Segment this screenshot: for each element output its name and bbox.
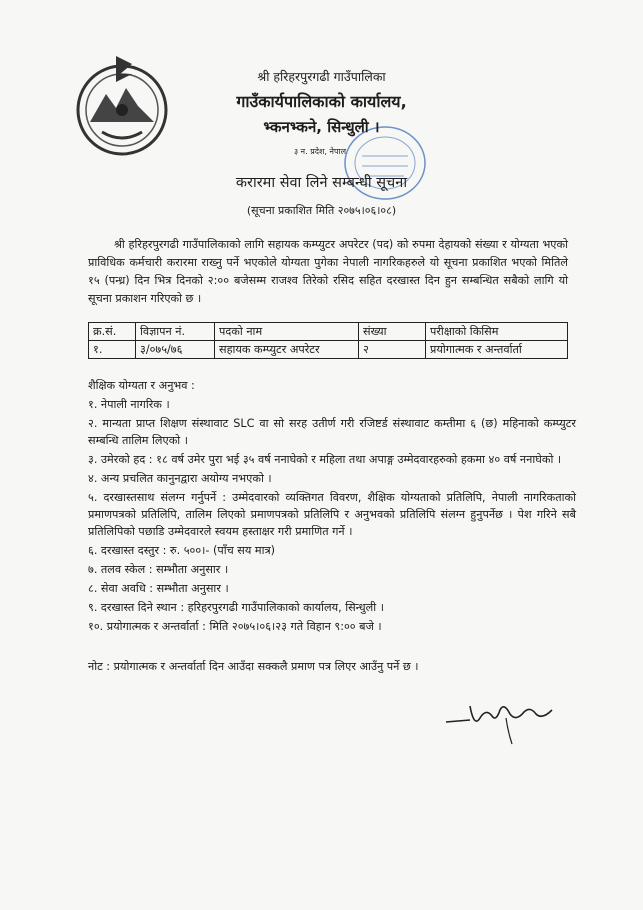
col-post: पदको नाम [215, 323, 359, 341]
cell-post: सहायक कम्प्युटर अपरेटर [215, 341, 359, 359]
cell-ad-number: ३/०७५/७६ [136, 341, 215, 359]
cell-serial: १. [89, 341, 136, 359]
note-text: नोट : प्रयोगात्मक र अन्तर्वार्ता दिन आउँदा सक्कलै प्रमाण पत्र लिएर आउँनु पर्ने छ । [88, 660, 419, 673]
list-item: १. नेपाली नागरिक । [88, 398, 170, 411]
qualifications-list [88, 396, 576, 637]
intro-paragraph: श्री हरिहरपुरगढी गाउँपालिकाको लागि सहायक कम्प्युटर अपरेटर (पद) को रुपमा देहायको संख्या र योग्यता भएको प्राविधिक कर्मचारी करारमा राख्नु पर्ने भएकोले योग्यता पुगेका नेपाली नागरिकहरुले यो सूचना प्रकाशित भएको मितिले १५ (पन्ध्र) दिन भित्र दिनको २:०० बजेसम्म राजश्व तिरेको रसिद सहित दरखास्त दिन हुन सम्बन्धित सबैको लागि यो सूचना प्रकाशन गरिएको छ । [88, 238, 568, 305]
municipality-name: श्री हरिहरपुरगढी गाउँपालिका [257, 69, 386, 84]
list-item: २. मान्यता प्राप्त शिक्षण संस्थावाट SLC वा सो सरह उतीर्ण गरी रजिष्टर्ड संस्थावाट कम्तीमा ६ (छ) महिनाको कम्प्युटर सम्बन्धि तालिम लिएको । [88, 417, 576, 447]
col-exam-type: परीक्षाको किसिम [426, 323, 568, 341]
col-serial: क्र.सं. [89, 323, 136, 341]
signature [440, 688, 560, 748]
office-location: भ्कनभ्कने, सिन्धुली । [263, 118, 380, 136]
publish-date: (सूचना प्रकाशित मिति २०७५।०६।०८) [246, 204, 397, 217]
cell-exam-type: प्रयोगात्मक र अन्तर्वार्ता [426, 341, 568, 359]
col-count: संख्या [359, 323, 426, 341]
qualifications-heading: शैक्षिक योग्यता र अनुभव : [88, 379, 195, 392]
list-item: ३. उमेरको हद : १८ वर्ष उमेर पुरा भई ३५ वर्ष ननाघेको र महिला तथा अपाङ्ग उम्मेदवारहरुको हकमा ४० वर्ष ननाघेको । [88, 453, 562, 466]
list-item: ६. दरखास्त दस्तुर : रु. ५००।- (पाँच सय मात्र) [88, 544, 276, 557]
ward-address: ३ न. प्रदेश, नेपाल [293, 147, 347, 156]
table-header-row [89, 323, 568, 341]
col-ad-number: विज्ञापन नं. [136, 323, 215, 341]
list-item: ८. सेवा अवधि : सम्भौता अनुसार । [88, 582, 229, 595]
list-item: ५. दरखास्तसाथ संलग्न गर्नुपर्ने : उम्मेदवारको व्यक्तिगत विवरण, शैक्षिक योग्यताको प्रतिलिपि, नेपाली नागरिकताको प्रमाणपत्रको प्रतिलिपि, तालिम लिएको प्रमाणपत्रको प्रतिलिपि र अनुभवको प्रतिलिपि संलग्न हुनुपर्नेछ । पेश गरिने सबै प्रतिलिपिको पछाडि उम्मेदवारले स्वयम हस्ताक्षर गरी प्रमाणित गर्ने । [88, 491, 576, 538]
vacancy-table [88, 322, 568, 359]
list-item: ४. अन्य प्रचलित कानुनद्वारा अयोग्य नभएको । [88, 472, 272, 485]
table-row [89, 341, 568, 359]
list-item: १०. प्रयोगात्मक र अन्तर्वार्ता : मिति २०७५।०६।२३ गते विहान ९:०० बजे । [88, 620, 382, 633]
list-item: ७. तलव स्केल : सम्भौता अनुसार । [88, 563, 229, 576]
list-item: ९. दरखास्त दिने स्थान : हरिहरपुरगढी गाउँपालिकाको कार्यालय, सिन्धुली । [88, 601, 384, 614]
cell-count: २ [359, 341, 426, 359]
notice-title: करारमा सेवा लिने सम्बन्धी सूचना [235, 175, 408, 191]
office-name: गाउँकार्यपालिकाको कार्यालय, [236, 92, 407, 111]
